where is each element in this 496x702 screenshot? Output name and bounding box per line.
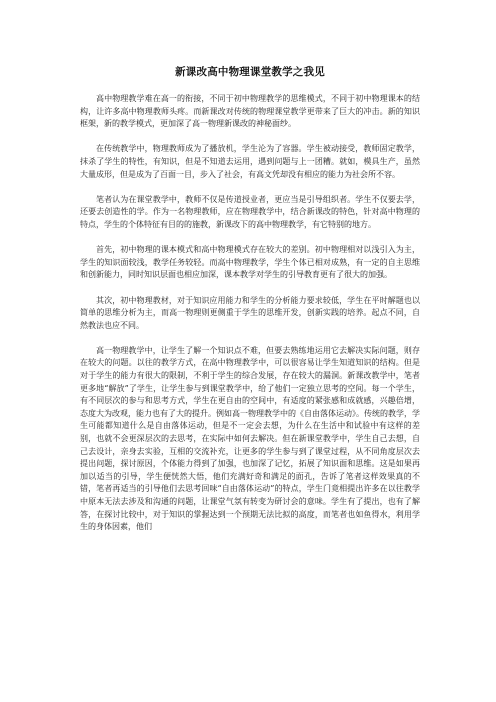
paragraph: 其次，初中物理教材，对于知识应用能力和学生的分析能力要求较低，学生在平时解题也以简单的思维分析为主，而高一物理则更侧重于学生的思维开发，创新实践的培养。起点不同，自然教法也应不同。 xyxy=(80,295,420,330)
paragraph: 在传统教学中，物理教师成为了播放机，学生沦为了容器。学生被动接受，教师固定教学，抹杀了学生的特性，有知识，但是不知道去运用，遇到问题与上一团糟。就如，模具生产，虽然大量成形，但是成为了百面一目，步入了社会，有高文凭却没有相应的能力为社会所不容。 xyxy=(80,144,420,179)
paragraph: 首先，初中物理的课本模式和高中物理模式存在较大的差别。初中物理相对以浅引入为主，学生的知识面较浅，教学任务较轻。而高中物理教学，学生个体已相对成熟，有一定的自主思维和创新能力，同时知识层面也相应加深，课本教学对学生的引导教育更有了很大的加强。 xyxy=(80,245,420,280)
paragraph: 高中物理教学难在高一的衔接，不同于初中物理教学的思维模式，不同于初中物理课本的结构，让许多高中物理教师头疼。而新课改对传统的物理课堂教学更带来了巨大的冲击。新的知识框架，新的教学模式，更加深了高一物理新课改的神秘面纱。 xyxy=(80,94,420,129)
paragraph: 笔者认为在课堂教学中，教师不仅是传道授业者，更应当是引导组织者。学生不仅要去学，还要去创造性的学。作为一名物理教师，应在物理教学中，结合新课改的特色，针对高中物理的特点，学生的个体特征有目的的施教，新课改下的高中物理教学，有它特别的地方。 xyxy=(80,194,420,229)
document-title: 新课改高中物理课堂教学之我见 xyxy=(175,66,325,78)
paragraph: 高一物理教学中，让学生了解一个知识点不难，但要去熟练地运用它去解决实际问题，则存在较大的问题。以往的教学方式，在高中物理教学中，可以很容易让学生知道知识的结构。但是对于学生的能力有很大的限制，不利于学生的综合发展，存在较大的漏洞。新课改教学中，笔者更多地“解放”了学生，让学生参与到课堂教学中，给了他们一定独立思考的空间。每一个学生，有不同层次的参与和思考方式，学生在更自由的空间中，有适度的紧张感和成就感，兴趣倍增，态度大为改观，能力也有了大的提升。例如高一物理教学中的《自由落体运动》。传统的教学，学生可能都知道什么是自由落体运动，但是不一定会去想，为什么在生活中和试验中有这样的差别，也就不会更深层次的去思考，在实际中如何去解决。但在新课堂教学中，学生自己去想，自己去设计，亲身去实验，互相的交流补充，让更多的学生参与到了课堂过程，从不同角度层次去提出问题，探讨原因，个体能力得到了加强，也加深了记忆，拓展了知识面和思维。这是如果再加以适当的引导，学生便恍然大悟，他们充满好奇和满足的面孔，告诉了笔者这样效果真的不错，笔者再适当的引导他们去思考回味“自由落体运动”的特点，学生门竟相提出许多在以往教学中原本无法去涉及和沟通的问题，让课堂气氛有转变为研讨会的意味。学生有了提出，也有了解答，在探讨比较中，对于知识的掌握达到一个预期无法比拟的高度，而笔者也如鱼得水，利用学生的身体因素，他们 xyxy=(80,345,420,532)
